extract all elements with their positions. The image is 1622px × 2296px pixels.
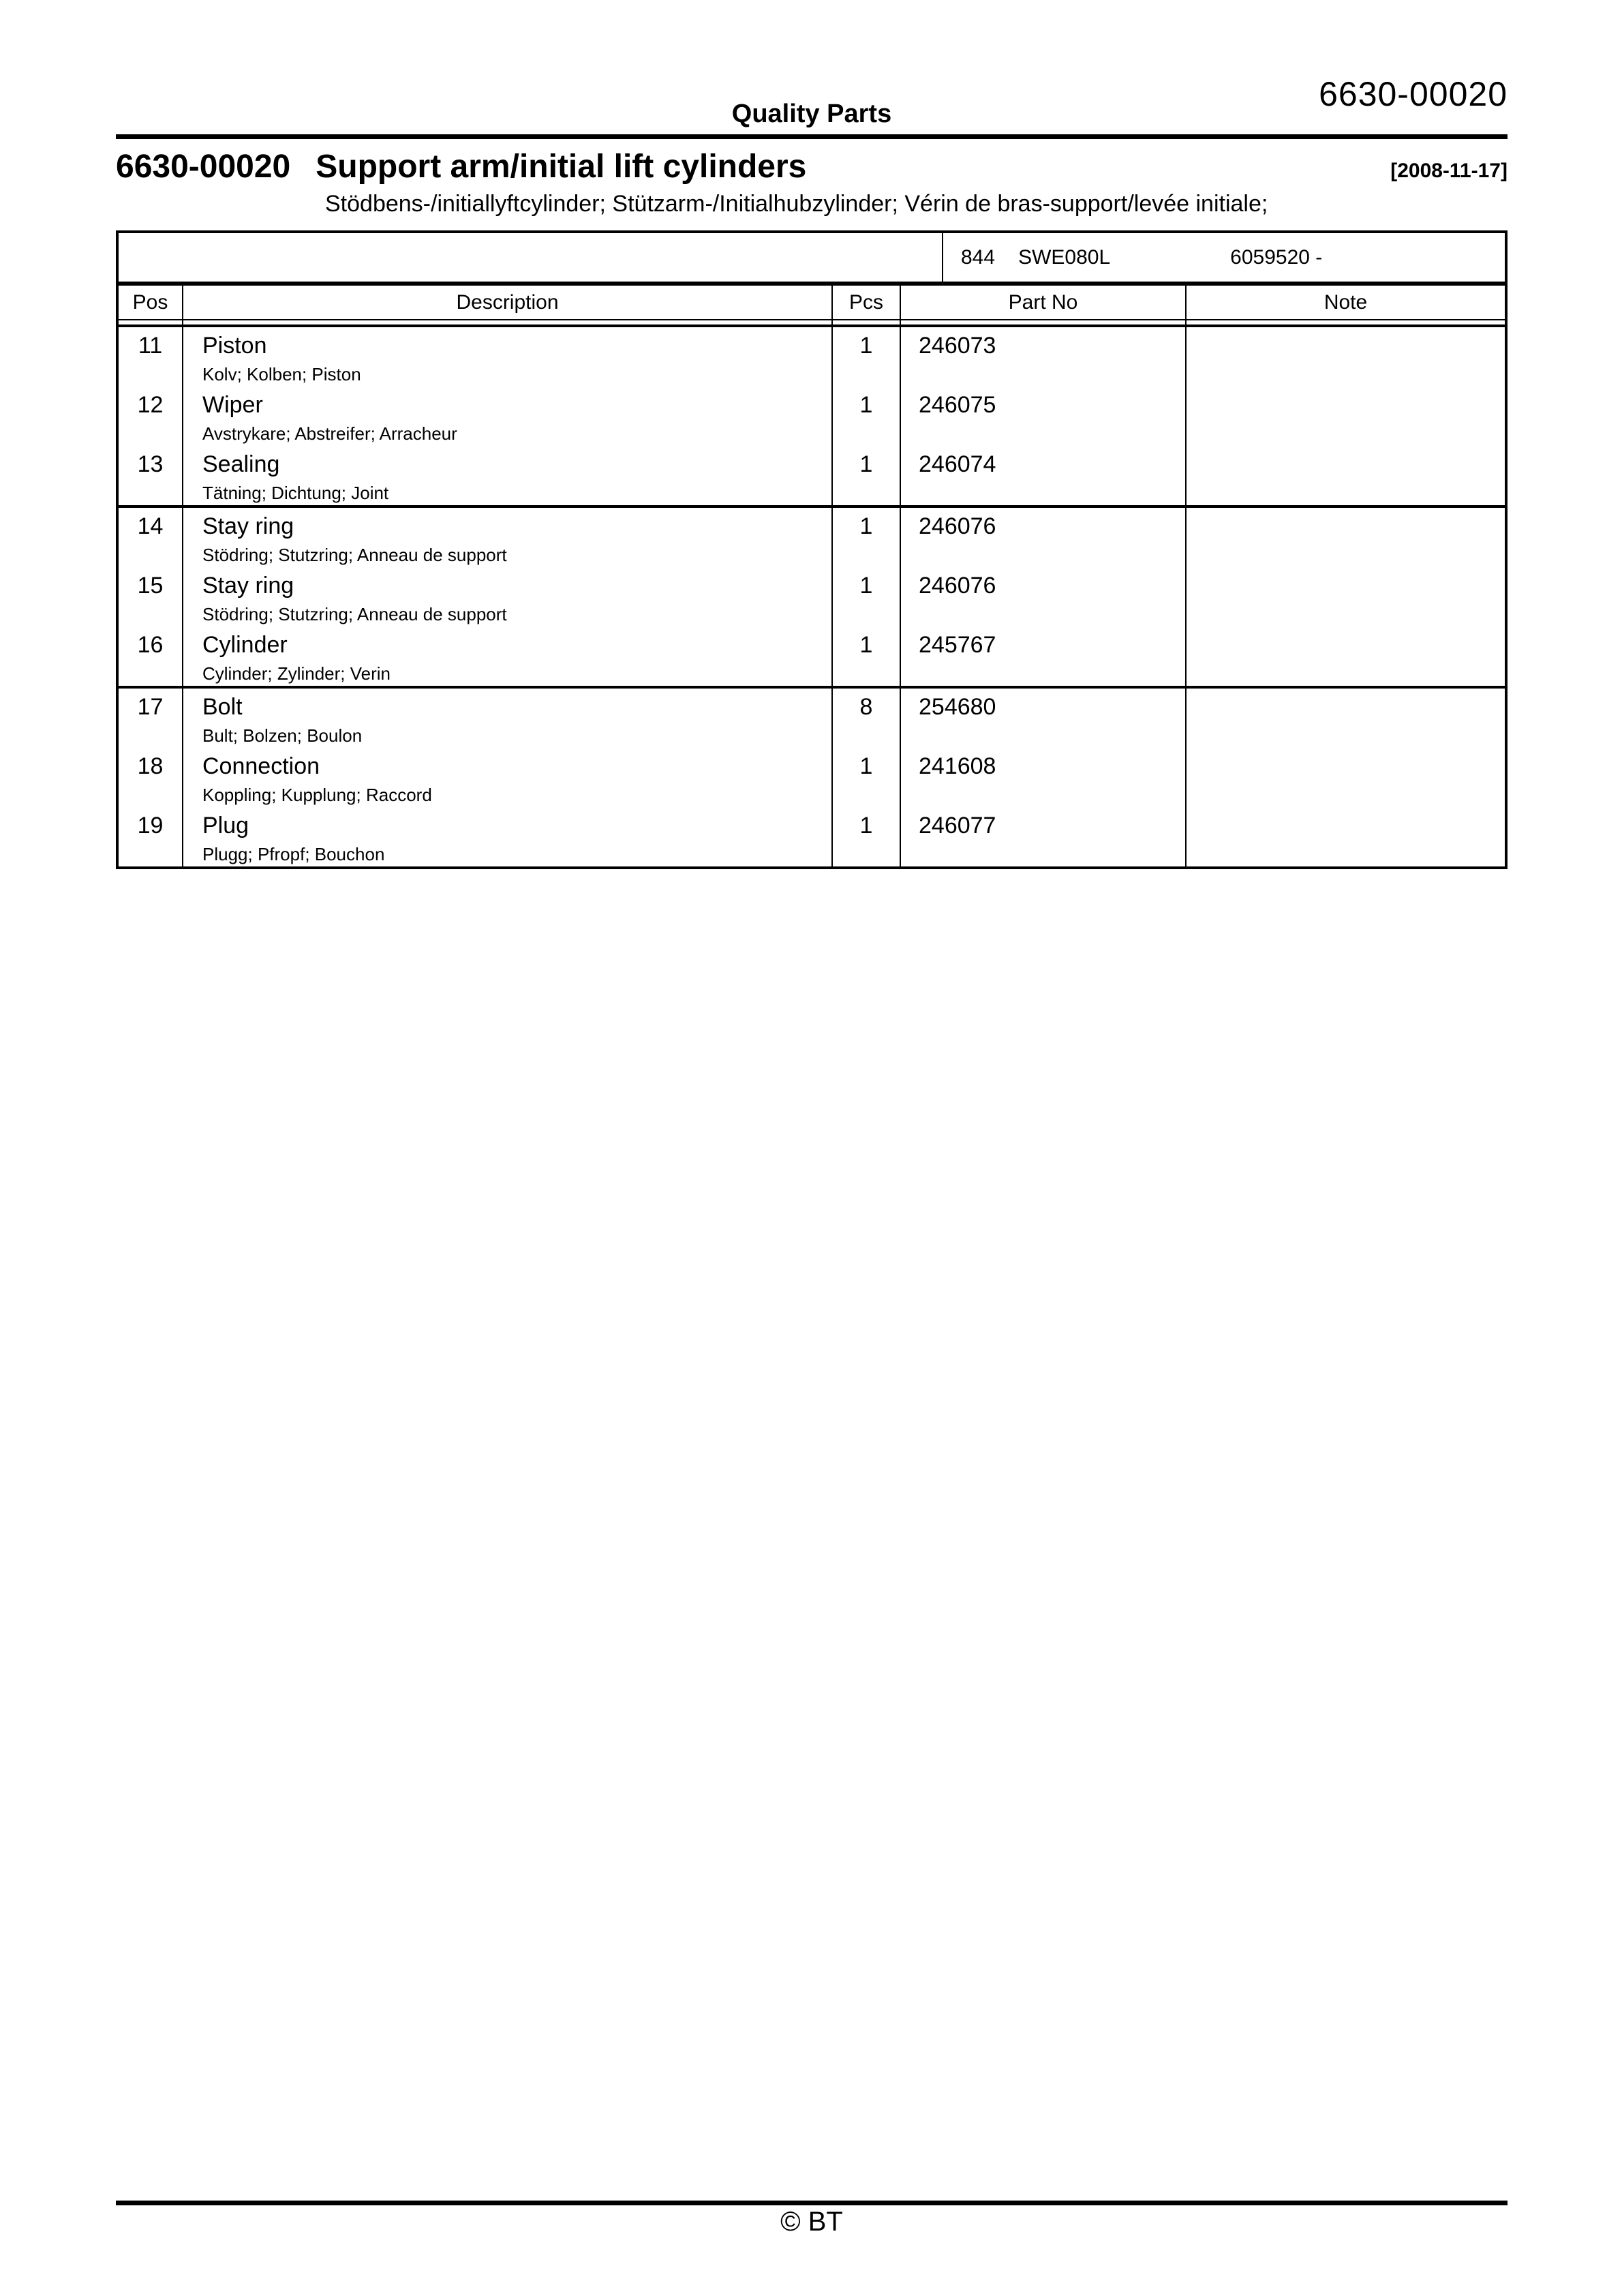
cell-part-no: 246076 [901, 508, 1187, 567]
part-name: Stay ring [202, 573, 294, 599]
header-pcs: Pcs [833, 286, 901, 319]
section-title: Support arm/initial lift cylinders [316, 149, 807, 185]
cell-pos: 15 [119, 567, 183, 626]
section-code: 6630-00020 [116, 149, 291, 185]
part-name: Plug [202, 813, 249, 839]
cell-description [183, 807, 833, 866]
part-name: Wiper [202, 392, 263, 418]
cell-note [1187, 327, 1505, 387]
cell-pcs: 8 [833, 689, 901, 748]
part-name-translations: Cylinder; Zylinder; Verin [202, 663, 391, 684]
cell-part-no: 246075 [901, 387, 1187, 446]
cell-pos: 17 [119, 689, 183, 748]
part-name-translations: Avstrykare; Abstreifer; Arracheur [202, 423, 457, 444]
part-name-translations: Stödring; Stutzring; Anneau de support [202, 604, 507, 624]
cell-description [183, 626, 833, 686]
cell-pos: 16 [119, 626, 183, 686]
part-name-translations: Tätning; Dichtung; Joint [202, 483, 389, 503]
table-row [119, 748, 1505, 807]
part-name: Stay ring [202, 513, 294, 539]
cell-description [183, 689, 833, 748]
cell-note [1187, 689, 1505, 748]
doc-number-header: 6630-00020 [1319, 75, 1508, 113]
table-row [119, 689, 1505, 748]
cell-pcs: 1 [833, 446, 901, 505]
cell-part-no: 246076 [901, 567, 1187, 626]
table-header-row [119, 286, 1505, 320]
table-row [119, 807, 1505, 866]
cell-pos: 19 [119, 807, 183, 866]
cell-note [1187, 807, 1505, 866]
header-description: Description [183, 286, 833, 319]
part-name-translations: Plugg; Pfropf; Bouchon [202, 844, 385, 864]
table-row [119, 327, 1505, 387]
cell-description [183, 508, 833, 567]
header-pos: Pos [119, 286, 183, 319]
part-name-translations: Kolv; Kolben; Piston [202, 364, 361, 384]
serial-range: 6059520 - [1230, 245, 1323, 269]
row-group-3 [119, 686, 1505, 866]
cell-part-no: 246074 [901, 446, 1187, 505]
cell-pcs: 1 [833, 327, 901, 387]
part-name: Piston [202, 333, 267, 359]
cell-part-no: 241608 [901, 748, 1187, 807]
cell-pcs: 1 [833, 508, 901, 567]
header-note: Note [1323, 290, 1368, 314]
part-name: Bolt [202, 694, 243, 720]
cell-note [1187, 567, 1505, 626]
cell-note [1187, 387, 1505, 446]
model-name: SWE080L [1018, 245, 1111, 269]
cell-pos: 11 [119, 327, 183, 387]
part-name: Cylinder [202, 632, 288, 658]
header-double-line [119, 320, 1505, 327]
cell-pcs: 1 [833, 626, 901, 686]
table-row [119, 626, 1505, 686]
cell-pos: 12 [119, 387, 183, 446]
part-name-translations: Koppling; Kupplung; Raccord [202, 785, 432, 805]
header-part-no: Part No [901, 286, 1187, 319]
cell-part-no: 246073 [901, 327, 1187, 387]
part-name-translations: Stödring; Stutzring; Anneau de support [202, 545, 507, 565]
cell-description [183, 327, 833, 387]
cell-note [1187, 748, 1505, 807]
spacer-cell [183, 320, 833, 324]
model-info-empty-cell [119, 233, 943, 282]
cell-part-no: 245767 [901, 626, 1187, 686]
row-group-1 [119, 327, 1505, 505]
section-subtitle: Stödbens-/initiallyftcylinder; Stützarm-/Initialhubzylinder; Vérin de bras-support/levée initiale; [325, 191, 1268, 217]
cell-description [183, 748, 833, 807]
cell-part-no: 246077 [901, 807, 1187, 866]
spacer-cell [833, 320, 901, 324]
table-body [119, 327, 1505, 866]
row-group-2 [119, 505, 1505, 686]
part-name-translations: Bult; Bolzen; Boulon [202, 725, 363, 746]
spacer-cell [1187, 320, 1505, 324]
table-row [119, 387, 1505, 446]
cell-note [1187, 446, 1505, 505]
spacer-cell [901, 320, 1187, 324]
cell-description [183, 567, 833, 626]
cell-note [1187, 508, 1505, 567]
cell-pcs: 1 [833, 387, 901, 446]
cell-part-no: 254680 [901, 689, 1187, 748]
table-row [119, 567, 1505, 626]
cell-pcs: 1 [833, 807, 901, 866]
spacer-cell [119, 320, 183, 324]
cell-description [183, 446, 833, 505]
table-row [119, 508, 1505, 567]
model-code: 844 [961, 245, 996, 269]
cell-pos: 13 [119, 446, 183, 505]
footer-rule [116, 2201, 1508, 2205]
cell-pos: 14 [119, 508, 183, 567]
cell-pcs: 1 [833, 748, 901, 807]
cell-pcs: 1 [833, 567, 901, 626]
header-rule [116, 134, 1508, 139]
part-name: Sealing [202, 451, 280, 477]
parts-table [116, 230, 1508, 869]
cell-note [1187, 626, 1505, 686]
cell-description [183, 387, 833, 446]
table-row [119, 446, 1505, 505]
copyright: © BT [780, 2207, 843, 2237]
cell-pos: 18 [119, 748, 183, 807]
title-row [116, 149, 1508, 185]
part-name: Connection [202, 753, 320, 779]
brand-header: Quality Parts [731, 100, 892, 128]
revision-date: [2008-11-17] [1390, 160, 1508, 182]
model-info-cell [943, 233, 1505, 282]
model-info-row [119, 233, 1505, 286]
